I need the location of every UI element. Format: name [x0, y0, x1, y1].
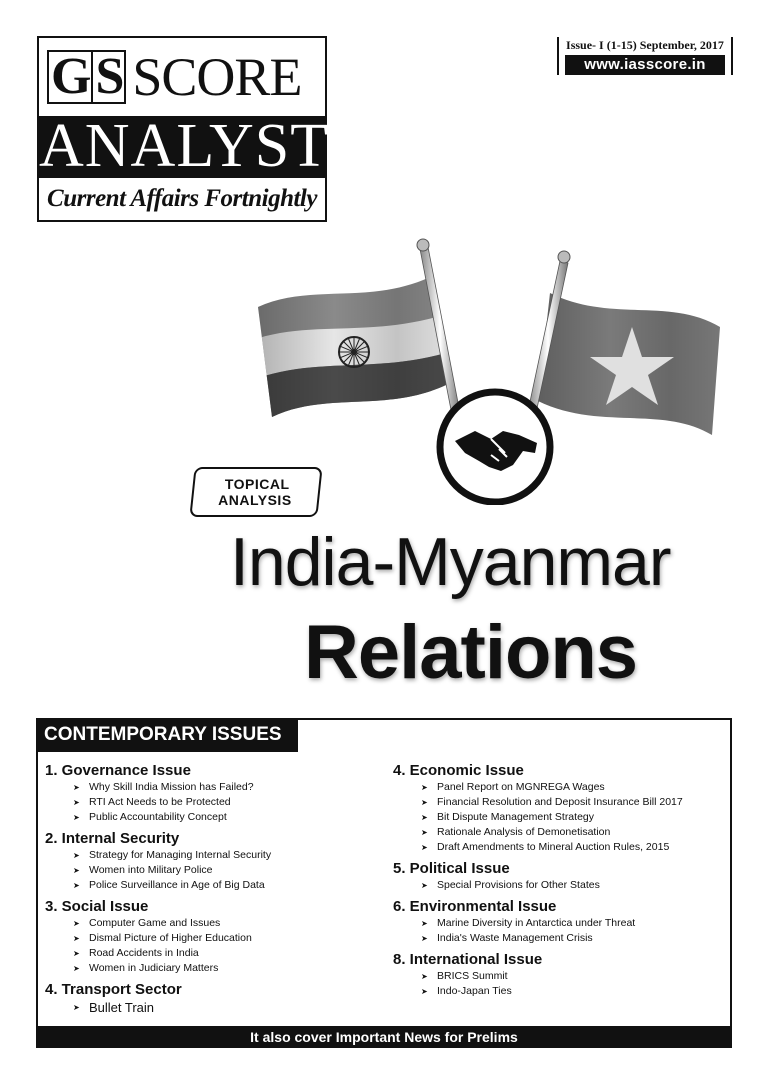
- list-item: ➤ Indo-Japan Ties: [421, 984, 723, 999]
- gs-box: [47, 50, 126, 104]
- section-list: [393, 878, 723, 893]
- list-item: ➤ Panel Report on MGNREGA Wages: [421, 780, 723, 795]
- contents-title: CONTEMPORARY ISSUES: [36, 718, 298, 752]
- list-item: ➤ Special Provisions for Other States: [421, 878, 723, 893]
- list-item: ➤ Financial Resolution and Deposit Insurance Bill 2017: [421, 795, 723, 810]
- contents-box: [36, 718, 732, 1048]
- section-title: 1. Governance Issue: [45, 762, 191, 779]
- list-item: ➤ Women in Judiciary Matters: [73, 961, 375, 976]
- section-list: [393, 916, 723, 946]
- contents-left-column: [45, 762, 375, 1021]
- gs-letter-s: S: [91, 52, 124, 102]
- section-list: [45, 848, 375, 893]
- contents-section: [393, 860, 723, 893]
- badge-line1: TOPICAL: [224, 476, 290, 492]
- section-list: [45, 999, 375, 1016]
- list-item: ➤ BRICS Summit: [421, 969, 723, 984]
- contents-section: [45, 981, 375, 1016]
- section-title: 4. Economic Issue: [393, 762, 524, 779]
- list-item: ➤ Bit Dispute Management Strategy: [421, 810, 723, 825]
- section-title: 3. Social Issue: [45, 898, 149, 915]
- handshake-icon: [440, 392, 550, 502]
- list-item: ➤ Women into Military Police: [73, 863, 375, 878]
- masthead-logo: [37, 36, 330, 222]
- contents-section: [45, 898, 375, 976]
- section-title: 4. Transport Sector: [45, 981, 182, 998]
- section-list: [393, 780, 723, 855]
- gs-letter-g: G: [51, 48, 90, 105]
- list-item: ➤ Draft Amendments to Mineral Auction Rules, 2015: [421, 840, 723, 855]
- list-item: ➤ Public Accountability Concept: [73, 810, 375, 825]
- logo-top-row: [39, 38, 325, 116]
- list-item: ➤ Marine Diversity in Antarctica under Threat: [421, 916, 723, 931]
- list-item: ➤ Road Accidents in India: [73, 946, 375, 961]
- headline-line2: Relations: [304, 610, 638, 695]
- website-link[interactable]: www.iasscore.in: [565, 55, 725, 75]
- contents-section: [393, 762, 723, 855]
- ashoka-chakra-icon: [339, 337, 369, 367]
- contents-section: [45, 830, 375, 893]
- cover-illustration: [250, 235, 730, 505]
- headline-line1: India-Myanmar: [230, 524, 671, 600]
- list-item: ➤ Bullet Train: [73, 999, 375, 1016]
- section-title: 2. Internal Security: [45, 830, 180, 847]
- list-item: ➤ Computer Game and Issues: [73, 916, 375, 931]
- section-list: [45, 780, 375, 825]
- section-list: [393, 969, 723, 999]
- contents-section: [393, 898, 723, 946]
- contents-section: [45, 762, 375, 825]
- contents-section: [393, 951, 723, 999]
- issue-number: Issue- I (1-15) September, 2017: [566, 38, 724, 52]
- footer-banner: It also cover Important News for Prelims: [36, 1026, 732, 1048]
- section-title: 6. Environmental Issue: [393, 898, 557, 915]
- list-item: ➤ Why Skill India Mission has Failed?: [73, 780, 375, 795]
- tagline: Current Affairs Fortnightly: [47, 185, 317, 212]
- contents-right-column: [393, 762, 723, 1004]
- section-title: 8. International Issue: [393, 951, 543, 968]
- list-item: ➤ Rationale Analysis of Demonetisation: [421, 825, 723, 840]
- list-item: ➤ RTI Act Needs to be Protected: [73, 795, 375, 810]
- topical-analysis-badge: [189, 467, 322, 517]
- analyst-wordmark: ANALYST: [39, 112, 330, 180]
- list-item: ➤ India's Waste Management Crisis: [421, 931, 723, 946]
- badge-line2: ANALYSIS: [218, 492, 292, 508]
- list-item: ➤ Dismal Picture of Higher Education: [73, 931, 375, 946]
- section-list: [45, 916, 375, 976]
- score-wordmark: SCORE: [132, 47, 302, 107]
- section-title: 5. Political Issue: [393, 860, 510, 877]
- list-item: ➤ Police Surveillance in Age of Big Data: [73, 878, 375, 893]
- list-item: ➤ Strategy for Managing Internal Security: [73, 848, 375, 863]
- issue-info: [557, 37, 733, 75]
